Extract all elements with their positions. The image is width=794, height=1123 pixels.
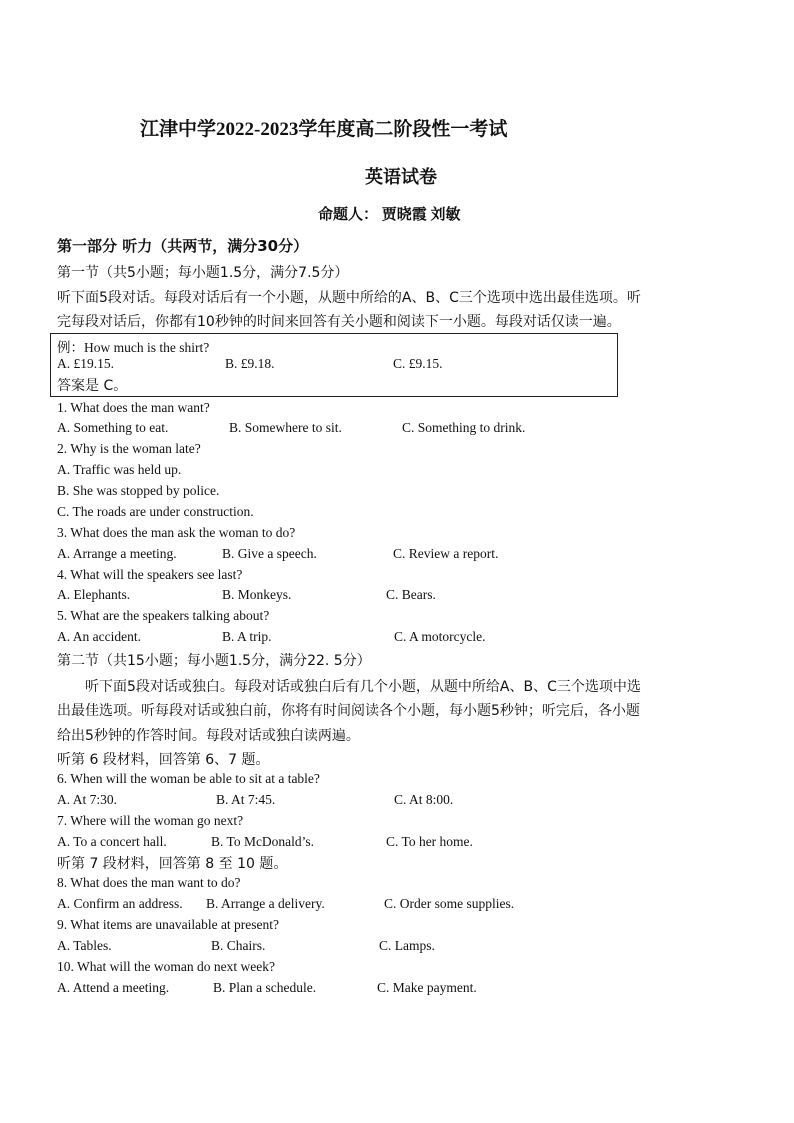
section1-instructions: 完每段对话后，你都有10秒钟的时间来回答有关小题和阅读下一小题。每段对话仅读一遍。 bbox=[57, 314, 621, 330]
option-a: A. Something to eat. bbox=[57, 420, 169, 435]
option-c: C. Lamps. bbox=[379, 938, 435, 953]
option-b: B. Somewhere to sit. bbox=[229, 420, 342, 435]
exam-subtitle: 英语试卷 bbox=[365, 167, 437, 187]
option-a: A. To a concert hall. bbox=[57, 834, 167, 849]
option-c: C. Bears. bbox=[386, 587, 436, 602]
example-option-c: C. £9.15. bbox=[393, 356, 443, 371]
option-b: B. Give a speech. bbox=[222, 546, 317, 561]
example-question: 例：How much is the shirt? bbox=[57, 340, 210, 355]
option-c: C. The roads are under construction. bbox=[57, 504, 254, 519]
option-a: A. Elephants. bbox=[57, 587, 131, 602]
material-7-header: 听第 7 段材料，回答第 8 至 10 题。 bbox=[57, 856, 288, 872]
example-answer: 答案是 C。 bbox=[57, 378, 128, 394]
exam-authors: 命题人： 贾晓霞 刘敏 bbox=[318, 207, 461, 223]
option-c: C. Order some supplies. bbox=[384, 896, 515, 911]
part1-heading: 第一部分 听力（共两节，满分30分） bbox=[57, 237, 309, 255]
option-a: A. Tables. bbox=[57, 938, 112, 953]
question-stem: 4. What will the speakers see last? bbox=[57, 567, 243, 582]
question-stem: 3. What does the man ask the woman to do? bbox=[57, 525, 296, 540]
question-stem: 5. What are the speakers talking about? bbox=[57, 608, 270, 623]
option-a: A. Attend a meeting. bbox=[57, 980, 170, 995]
option-b: B. Plan a schedule. bbox=[213, 980, 317, 995]
question-stem: 6. When will the woman be able to sit at a table? bbox=[57, 771, 320, 786]
question-stem: 8. What does the man want to do? bbox=[57, 875, 241, 890]
option-c: C. Something to drink. bbox=[402, 420, 526, 435]
option-a: A. Traffic was held up. bbox=[57, 462, 182, 477]
option-c: C. Make payment. bbox=[377, 980, 477, 995]
section2-instructions: 听下面5段对话或独白。每段对话或独白后有几个小题，从题中所给A、B、C三个选项中选 bbox=[85, 679, 641, 695]
option-b: B. At 7:45. bbox=[216, 792, 276, 807]
option-a: A. An accident. bbox=[57, 629, 141, 644]
section1-heading: 第一节（共5小题；每小题1.5分，满分7.5分） bbox=[57, 265, 349, 281]
option-b: B. Monkeys. bbox=[222, 587, 292, 602]
material-6-header: 听第 6 段材料，回答第 6、7 题。 bbox=[57, 752, 270, 768]
section1-instructions: 听下面5段对话。每段对话后有一个小题，从题中所给的A、B、C三个选项中选出最佳选项。听 bbox=[57, 290, 641, 306]
section2-instructions: 出最佳选项。听每段对话或独白前，你将有时间阅读各个小题，每小题5秒钟；听完后，各小题 bbox=[57, 703, 640, 719]
option-a: A. Arrange a meeting. bbox=[57, 546, 177, 561]
option-b: B. To McDonald’s. bbox=[211, 834, 315, 849]
option-b: B. She was stopped by police. bbox=[57, 483, 220, 498]
question-stem: 9. What items are unavailable at present? bbox=[57, 917, 280, 932]
question-stem: 1. What does the man want? bbox=[57, 400, 210, 415]
example-option-a: A. £19.15. bbox=[57, 356, 114, 371]
option-b: B. Arrange a delivery. bbox=[206, 896, 325, 911]
option-b: B. Chairs. bbox=[211, 938, 266, 953]
option-c: C. A motorcycle. bbox=[394, 629, 486, 644]
question-stem: 10. What will the woman do next week? bbox=[57, 959, 275, 974]
option-c: C. Review a report. bbox=[393, 546, 499, 561]
section2-instructions: 给出5秒钟的作答时间。每段对话或独白读两遍。 bbox=[57, 728, 360, 744]
option-b: B. A trip. bbox=[222, 629, 272, 644]
option-c: C. To her home. bbox=[386, 834, 473, 849]
option-c: C. At 8:00. bbox=[394, 792, 454, 807]
question-stem: 7. Where will the woman go next? bbox=[57, 813, 244, 828]
section2-heading: 第二节（共15小题；每小题1.5分，满分22. 5分） bbox=[57, 653, 371, 669]
example-option-b: B. £9.18. bbox=[225, 356, 275, 371]
question-stem: 2. Why is the woman late? bbox=[57, 441, 201, 456]
option-a: A. At 7:30. bbox=[57, 792, 118, 807]
option-a: A. Confirm an address. bbox=[57, 896, 183, 911]
exam-title: 江津中学2022-2023学年度高二阶段性一考试 bbox=[140, 119, 508, 140]
